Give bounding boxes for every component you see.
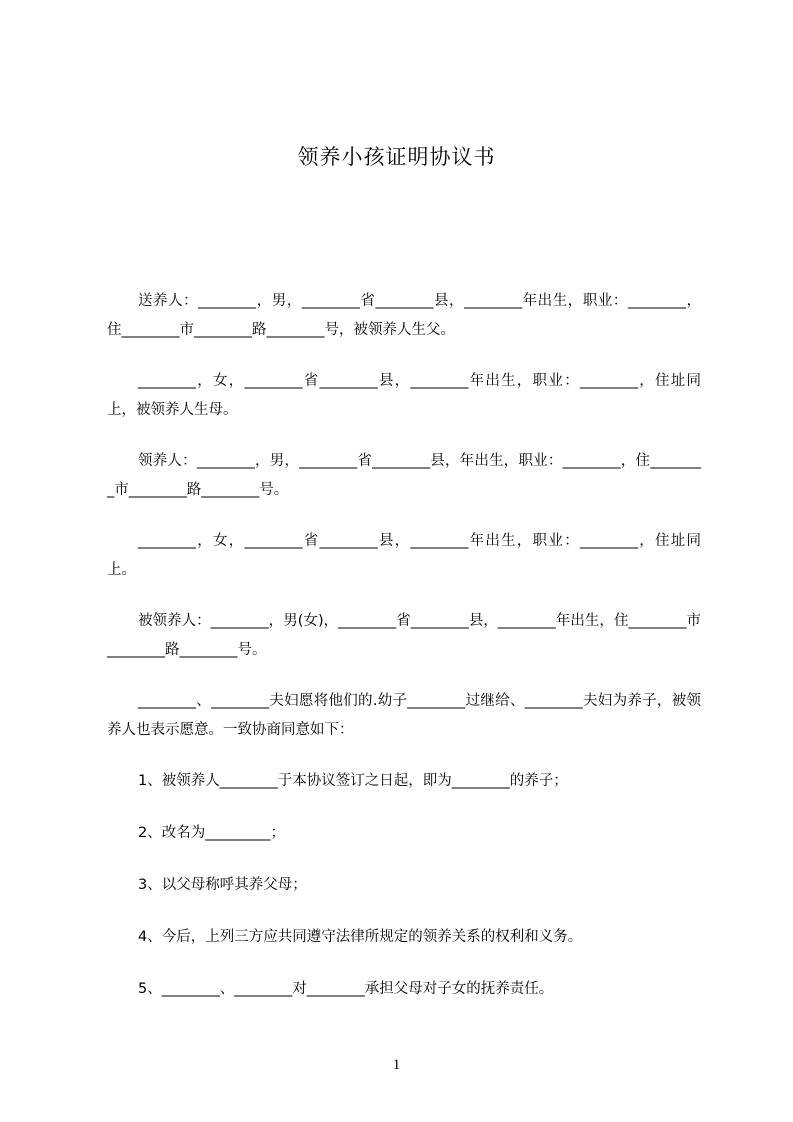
- paragraph-sender-father: 送养人：________，男，________省________县，________年出生，职业：________，住________市________路________号，被领养人生父。: [107, 293, 701, 338]
- paragraph-adopter-father: 领养人：________，男，________省________县，年出生，职业：________，住________市________路________号。: [107, 453, 701, 498]
- document-title: 领养小孩证明协议书: [297, 145, 496, 169]
- agreement-item-3: 3、以父母称呼其养父母；: [138, 877, 307, 893]
- paragraph-adopter-mother: ________，女，________省________县，________年出生，职业：________，住址同上。: [107, 533, 701, 578]
- paragraph-adoptee: 被领养人：________，男(女)，________省________县，________年出生，住________市________路________号。: [107, 613, 701, 658]
- document-body: [107, 287, 701, 1027]
- paragraph-sender-mother: ________，女，________省________县，________年出生，职业：________，住址同上，被领养人生母。: [107, 373, 701, 418]
- paragraph-agreement-intro: ________、________夫妇愿将他们的.幼子________过继给、________夫妇为养子，被领养人也表示愿意。一致协商同意如下：: [107, 693, 701, 738]
- agreement-item-2: 2、改名为_________；: [138, 825, 285, 841]
- agreement-item-4: 4、今后，上列三方应共同遵守法律所规定的领养关系的权利和义务。: [138, 929, 583, 945]
- agreement-item-5: 5、________、________对________承担父母对子女的抚养责任。: [138, 981, 554, 997]
- page-number: 1: [392, 1057, 401, 1073]
- agreement-item-1: 1、被领养人________于本协议签订之日起，即为________的养子；: [138, 773, 568, 789]
